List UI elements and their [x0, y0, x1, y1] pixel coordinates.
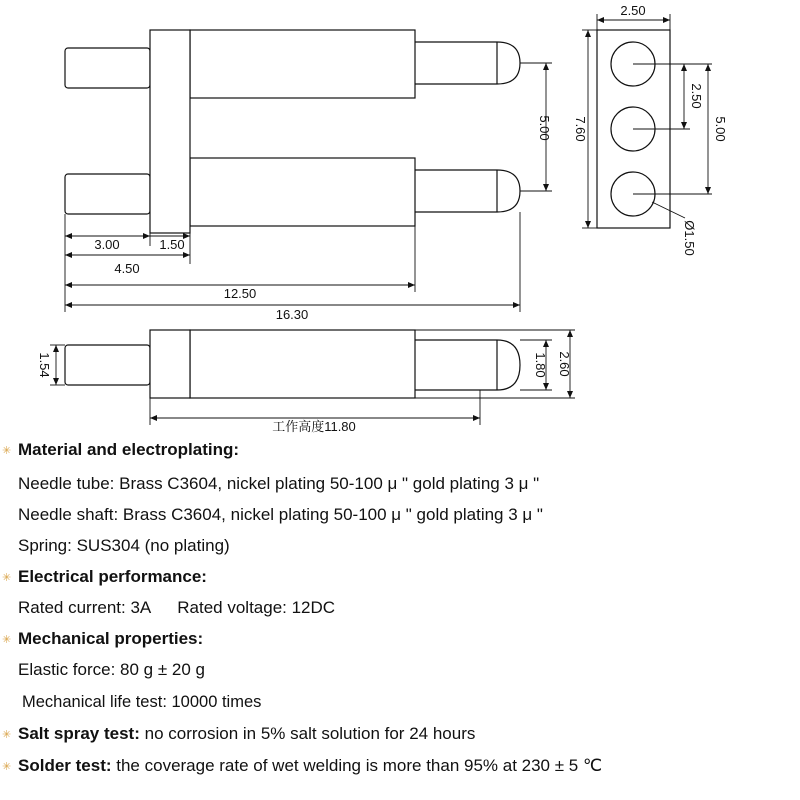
rated-voltage: Rated voltage: 12DC	[177, 598, 336, 617]
dim-span-left: 5.00	[537, 115, 552, 141]
dim-pitch: 2.50	[689, 83, 704, 109]
dim-side-right: 2.60	[557, 351, 572, 377]
salt-spray-test: ✳ Salt spray test: no corrosion in 5% salt solution for 24 hours	[2, 724, 476, 743]
dim-seg-b: 1.50	[159, 237, 185, 252]
top-view	[65, 30, 520, 233]
electrical-heading: ✳ Electrical performance:	[2, 567, 207, 586]
needle-shaft-spec: Needle shaft: Brass C3604, nickel plating 50-100 μ " gold plating 3 μ "	[18, 505, 543, 524]
bullet-icon: ✳	[2, 761, 12, 774]
bullet-icon: ✳	[2, 729, 12, 742]
bullet-icon: ✳	[2, 572, 12, 585]
dim-side-mid: 1.80	[533, 352, 548, 378]
dim-seg-a: 3.00	[94, 237, 120, 252]
rated-current: Rated current: 3A	[18, 598, 152, 617]
dim-len-1: 12.50	[223, 286, 257, 301]
dim-overall-height: 7.60	[573, 116, 588, 142]
needle-tube-spec: Needle tube: Brass C3604, nickel plating 50-100 μ " gold plating 3 μ "	[18, 474, 540, 493]
electrical-values	[18, 598, 335, 618]
dim-hole-dia: Ø1.50	[682, 220, 697, 256]
dim-seg-c: 4.50	[114, 261, 140, 276]
dim-side-left: 1.54	[37, 352, 52, 378]
working-height: 工作高度11.80	[272, 419, 356, 434]
end-view-dimensions	[582, 14, 712, 228]
side-view-dimensions	[50, 330, 575, 425]
life-test: Mechanical life test: 10000 times	[22, 693, 262, 711]
dim-len-2: 16.30	[275, 307, 309, 322]
material-heading: ✳ Material and electroplating:	[2, 440, 240, 459]
solder-test: ✳ Solder test: the coverage rate of wet welding is more than 95% at 230 ± 5 ℃	[2, 756, 603, 775]
bullet-icon: ✳	[2, 445, 12, 458]
mechanical-heading: ✳ Mechanical properties:	[2, 629, 204, 648]
bullet-icon: ✳	[2, 634, 12, 647]
side-view	[65, 330, 520, 398]
spring-spec: Spring: SUS304 (no plating)	[18, 536, 230, 555]
dim-span-right: 5.00	[713, 116, 728, 142]
dim-top-width: 2.50	[620, 3, 646, 18]
elastic-force: Elastic force: 80 g ± 20 g	[18, 660, 205, 679]
